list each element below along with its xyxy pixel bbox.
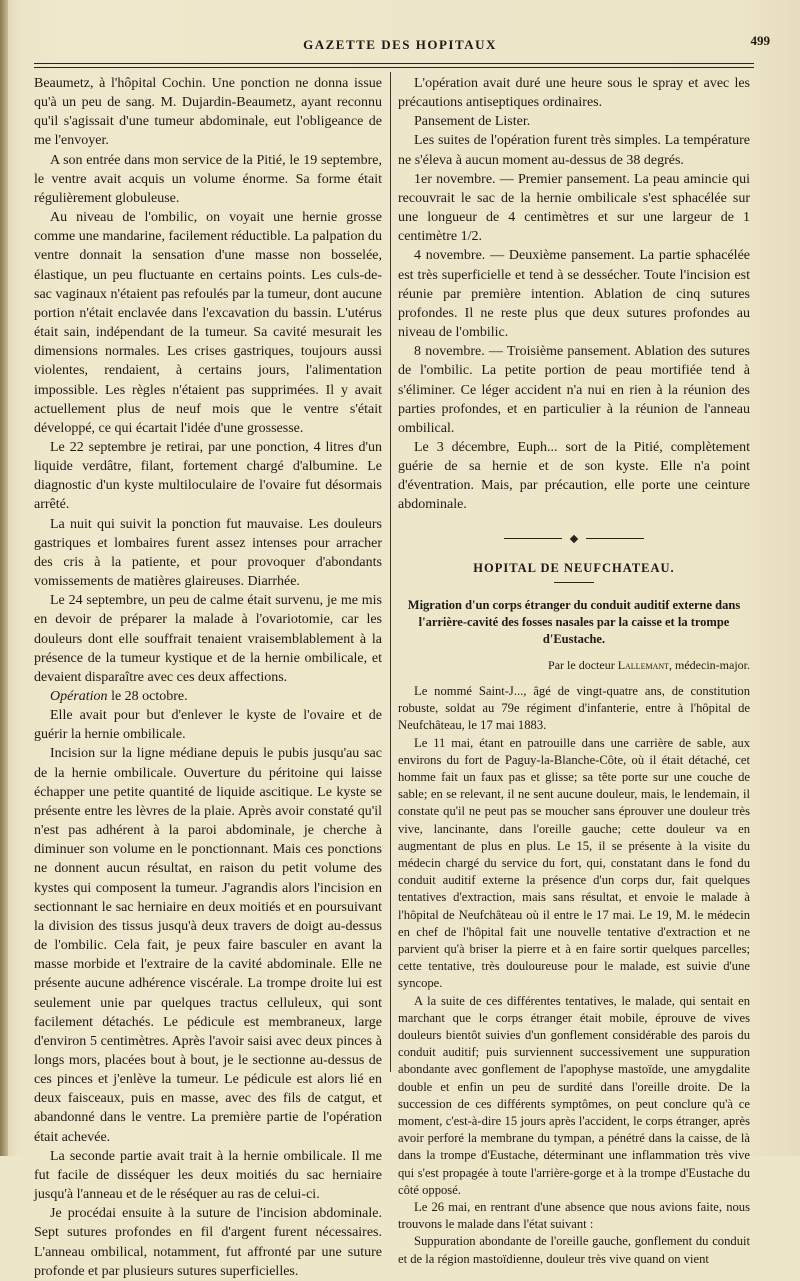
article-byline bbox=[398, 656, 750, 675]
byline-author: Lallemant bbox=[617, 657, 670, 672]
operation-heading bbox=[34, 687, 382, 706]
operation-label: Opération bbox=[50, 689, 108, 704]
paragraph: A son entrée dans mon service de la Pitié, le 19 septembre, le ventre avait acquis un volume énorme. Sa forme était régulièrement globuleuse. bbox=[34, 152, 382, 206]
byline-prefix: Par le docteur bbox=[548, 657, 618, 672]
paragraph: Le 11 mai, étant en patrouille dans une carrière de sable, aux environs du fort de Paguy-la-Blanche-Côte, où il était détaché, cet homme fait un faux pas et glisse; sa tête porte sur une couche de sable; en se relevant, il ne sent aucune douleur, mais, le lendemain, il constate qu'il ne peut pas se moucher sans éprouver une douleur très vive, lancinante, dans l'oreille gauche; cette douleur va en augmentant de plus en plus. Le 15, il se présente à la visite du médecin chargé du service du fort, qui, constatant dans le fond du conduit auditif externe la présence d'un corps dur, fait quelques tentatives d'extraction, mais sans résultat, et envoie le malade à l'hôpital de Neufchâteau où il entre le 17 mai. Le 19, M. le médecin en chef de l'hôpital fait une nouvelle tentative d'extraction et ne parvient qu'à briser la pierre et à en faire sortir quelques parcelles; cette tentative, très douloureuse pour le malade, est suivie d'une syncope. bbox=[398, 735, 750, 991]
paragraph: Suppuration abondante de l'oreille gauche, gonflement du conduit et de la région mastoïdienne, douleur très vive quand on vient bbox=[398, 1234, 750, 1266]
paragraph: Les suites de l'opération furent très simples. La température ne s'éleva à aucun moment au-dessus de 38 degrés. bbox=[398, 133, 750, 168]
paragraph: L'opération avait duré une heure sous le spray et avec les précautions antiseptiques ordinaires. bbox=[398, 76, 750, 111]
paragraph: Beaumetz, à l'hôpital Cochin. Une ponction ne donna issue qu'à un peu de sang. M. Dujardin-Beaumetz, ayant reconnu qu'il s'agissait d'une tumeur abdominale, eut l'obligeance de me l'envoyer. bbox=[34, 76, 382, 149]
ornament-diamond bbox=[570, 534, 578, 542]
header-rule bbox=[34, 63, 754, 64]
paragraph: Le 22 septembre je retirai, par une ponction, 4 litres d'un liquide verdâtre, filant, fortement chargé d'albumine. Le diagnostic d'un kyste multiloculaire de l'ovaire fut désormais arrêté. bbox=[34, 439, 382, 513]
left-column bbox=[34, 74, 382, 1281]
article-body bbox=[398, 683, 750, 1268]
newspaper-title: GAZETTE DES HOPITAUX bbox=[303, 37, 497, 52]
section-title: HOPITAL DE NEUFCHATEAU. bbox=[473, 560, 675, 575]
column-divider bbox=[390, 72, 391, 1072]
right-column bbox=[398, 74, 750, 1268]
operation-date: le 28 octobre. bbox=[107, 689, 188, 704]
byline-suffix: , médecin-major. bbox=[669, 657, 750, 672]
paragraph: Le nommé Saint-J..., âgé de vingt-quatre ans, de constitution robuste, soldat au 79e régiment d'infanterie, entre à l'hôpital de Neufchâteau, le 17 mai 1883. bbox=[398, 683, 750, 733]
ornament-line-left bbox=[504, 538, 562, 539]
page-binding-edge bbox=[0, 0, 8, 1156]
paragraph: Le 24 septembre, un peu de calme était survenu, je me mis en devoir de préparer la malade à l'ovariotomie, car les douleurs dont elle souffrait tenaient vraisemblablement à la présence de la tumeur kystique et de la hernie ombilicale, et devaient disparaître avec ces deux affections. bbox=[34, 593, 382, 685]
paragraph: Au niveau de l'ombilic, on voyait une hernie grosse comme une mandarine, facilement réductible. La palpation du ventre donnait la sensation d'une masse non bosselée, élastique, un peu fluctuante en certains points. Les culs-de-sac vaginaux n'étaient pas refoulés par la tumeur, dont aucune portion n'était enclavée dans l'excavation du bassin. L'utérus était sain, indépendant de la tumeur. Sa cavité mesurait les dimensions normales. Les crises gastriques, toujours aussi violentes, rendaient, à certains jours, l'alimentation impossible. Les règles n'étaient pas supprimées. Il y avait actuellement plus de neuf mois que le ventre s'était développé, ce qui écartait l'idée d'une grossesse. bbox=[34, 210, 382, 436]
section-ornament bbox=[504, 535, 644, 543]
paragraph: La seconde partie avait trait à la hernie ombilicale. Il me fut facile de disséquer les deux moitiés du sac herniaire jusqu'à l'anneau et de le réséquer au ras de celui-ci. bbox=[34, 1148, 382, 1203]
paragraph: Elle avait pour but d'enlever le kyste de l'ovaire et de guérir la hernie ombilicale. bbox=[34, 708, 382, 743]
page-number: 499 bbox=[750, 33, 770, 48]
ornament-line-right bbox=[586, 538, 644, 539]
paragraph: Le 3 décembre, Euph... sort de la Pitié, complètement guérie de sa hernie et de son kyste. Elle n'a point d'éventration. Mais, par précaution, elle porte une ceinture abdominale. bbox=[398, 439, 750, 513]
paragraph: Pansement de Lister. bbox=[414, 114, 531, 130]
paragraph: La nuit qui suivit la ponction fut mauvaise. Les douleurs gastriques et lombaires furent assez intenses pour arracher des cris à la patiente, et pour provoquer d'abondants vomissements de matières glaireuses. Diarrhée. bbox=[34, 516, 382, 590]
paragraph: A la suite de ces différentes tentatives, le malade, qui sentait en marchant que le corps étranger était mobile, éprouve de vives douleurs bientôt suivies d'un gonflement considérable des parois du conduit auditif; puis surviennent successivement une suppuration abondante avec gonflement de l'apophyse mastoïde, une amygdalite double et enfin un peu de surdité dans l'oreille droite. De la succession de ces différents symptômes, on peut conclure qu'à ce moment, c'est-à-dire 15 jours après l'accident, le corps étranger, après avoir perforé la membrane du tympan, a pénétré dans la caisse, de là dans la trompe d'Eustache, déterminant une inflammation très vive qui s'est propagée à toute l'arrière-gorge et à la trompe d'Eustache du côté opposé. bbox=[398, 993, 750, 1197]
paragraph: Le 26 mai, en rentrant d'une absence que nous avions faite, nous trouvons le malade dans l'état suivant : bbox=[398, 1200, 750, 1232]
article-title: Migration d'un corps étranger du conduit auditif externe dans l'arrière-cavité des fosses nasales par la caisse et la trompe d'Eustache. bbox=[407, 597, 741, 646]
header-rule-thin bbox=[34, 67, 754, 68]
paragraph: Je procédai ensuite à la suture de l'incision abdominale. Sept sutures profondes en fil d'argent furent nécessaires. L'anneau ombilical, notamment, fut affronté par une suture profonde et par plusieurs sutures superficielles. bbox=[34, 1206, 382, 1279]
paragraph: 4 novembre. — Deuxième pansement. La partie sphacélée est très superficielle et tend à se dessécher. Toute l'incision est réunie par première intention. Ablation de cinq sutures profondes. Il ne reste plus que deux sutures profondes au niveau de l'ombilic. bbox=[398, 248, 750, 341]
paragraph: 8 novembre. — Troisième pansement. Ablation des sutures de l'ombilic. La petite portion de peau mortifiée tend à s'éliminer. Ce léger accident n'a nui en rien à la réunion des parties profondes, et en particulier à la réunion de l'anneau ombilical. bbox=[398, 344, 750, 436]
section-title-rule bbox=[554, 582, 594, 583]
paragraph: 1er novembre. — Premier pansement. La peau amincie qui recouvrait le sac de la hernie ombilicale s'est sphacélée sur une longueur de 4 centimètres et sur une largeur de 1 centimètre 1/2. bbox=[398, 171, 750, 245]
paragraph: Incision sur la ligne médiane depuis le pubis jusqu'au sac de la hernie ombilicale. Ouverture du péritoine qui laisse échapper une petite quantité de liquide ascitique. Le kyste se présente entre les lèvres de la plaie. Après avoir constaté qu'il n'est pas adhérent à la paroi abdominale, je cherche à diminuer son volume en le ponctionnant. Mais ces ponctions ne donnent aucun résultat, en raison du petit volume des kystes qui composent la tumeur. J'agrandis alors l'incision en sectionnant le sac herniaire en deux moitiés et en poursuivant la division des tissus jusqu'à deux travers de doigt au-dessus de l'ombilic. Cela fait, je peux faire basculer en avant la masse morbide et l'extraire de la cavité abdominale. Elle ne présente aucune adhérence viscérale. La trompe droite lui est seulement unie par quelques tractus celluleux, qui sont facilement détachés. Le pédicule est membraneux, large d'environ 5 centimètres. Après l'avoir saisi avec deux pinces à longs mors, placées bout à bout, je le sectionne au-dessus de ces pinces et j'enlève la tumeur. Le pédicule est alors lié en deux faisceaux, puis en masse, avec des fils de catgut, et abandonné dans le ventre. La première partie de l'opération était achevée. bbox=[34, 746, 382, 1145]
page-header bbox=[30, 30, 770, 70]
